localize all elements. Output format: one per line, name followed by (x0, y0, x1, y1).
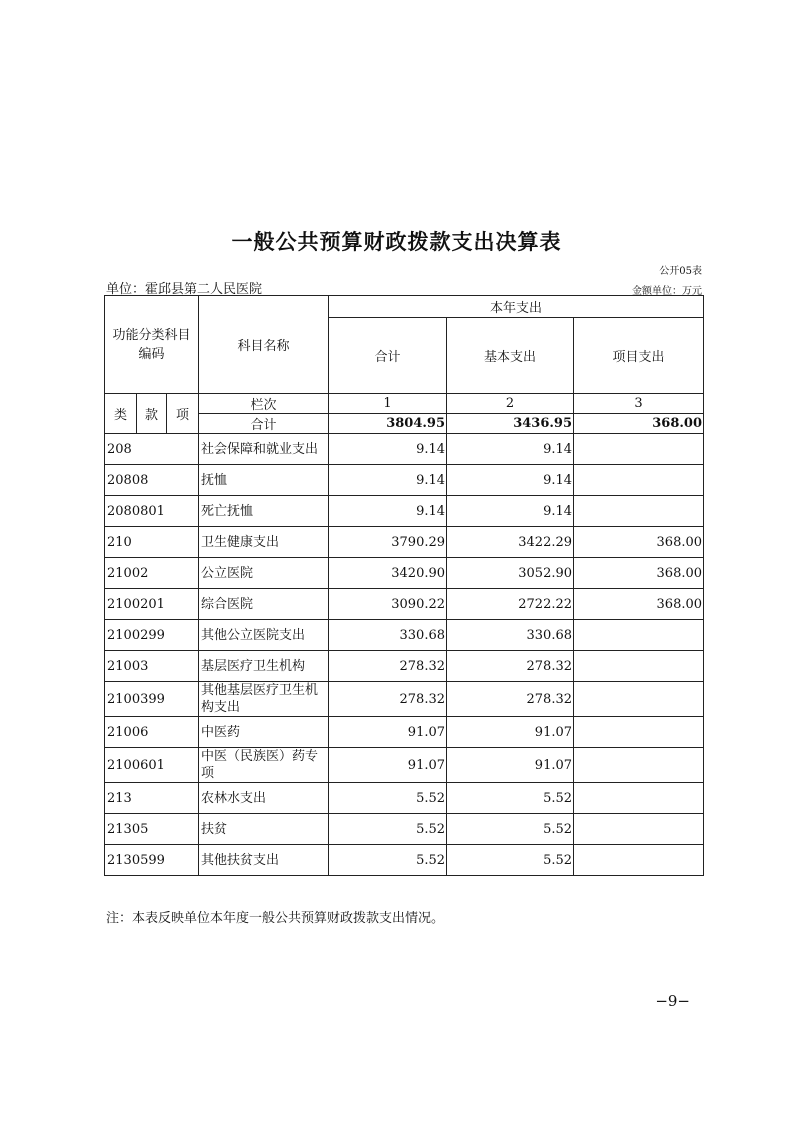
table-row (105, 651, 704, 682)
header-project: 项目支出 (574, 318, 704, 394)
unit-label: 单位：霍邱县第二人民医院 (106, 282, 263, 297)
total-basic: 3436.95 (447, 414, 574, 434)
row-total: 3420.90 (329, 558, 447, 589)
table-row (105, 434, 704, 465)
row-project (574, 434, 704, 465)
table-row (105, 783, 704, 814)
header-subject-name: 科目名称 (199, 296, 329, 394)
row-code: 2100201 (105, 589, 199, 620)
row-subject-name: 其他扶贫支出 (199, 845, 329, 876)
row-total: 5.52 (329, 814, 447, 845)
row-basic: 9.14 (447, 465, 574, 496)
row-total: 5.52 (329, 783, 447, 814)
row-basic: 91.07 (447, 717, 574, 748)
header-current-year: 本年支出 (329, 296, 704, 318)
row-basic: 278.32 (447, 651, 574, 682)
row-code: 208 (105, 434, 199, 465)
row-project (574, 651, 704, 682)
row-code: 20808 (105, 465, 199, 496)
header-sum: 合计 (199, 414, 329, 434)
table-row (105, 527, 704, 558)
header-xiang: 项 (167, 394, 199, 434)
row-project: 368.00 (574, 558, 704, 589)
total-project: 368.00 (574, 414, 704, 434)
page-title: 一般公共预算财政拨款支出决算表 (231, 230, 562, 254)
row-code: 210 (105, 527, 199, 558)
header-kuan: 款 (137, 394, 167, 434)
row-total: 3790.29 (329, 527, 447, 558)
row-project (574, 814, 704, 845)
row-basic: 278.32 (447, 682, 574, 717)
row-subject-name: 社会保障和就业支出 (199, 434, 329, 465)
table-row (105, 465, 704, 496)
table-note: 注：本表反映单位本年度一般公共预算财政拨款支出情况。 (106, 911, 445, 926)
table-row (105, 589, 704, 620)
row-basic: 330.68 (447, 620, 574, 651)
row-basic: 5.52 (447, 814, 574, 845)
row-total: 278.32 (329, 651, 447, 682)
money-unit-label: 金额单位：万元 (632, 286, 702, 297)
header-basic: 基本支出 (447, 318, 574, 394)
row-subject-name: 扶贫 (199, 814, 329, 845)
row-total: 91.07 (329, 717, 447, 748)
col-index-3: 3 (574, 394, 704, 414)
row-basic: 9.14 (447, 496, 574, 527)
row-total: 278.32 (329, 682, 447, 717)
row-project: 368.00 (574, 527, 704, 558)
header-column-index: 栏次 (199, 394, 329, 414)
row-code: 2130599 (105, 845, 199, 876)
header-lei: 类 (105, 394, 137, 434)
table-row (105, 558, 704, 589)
row-basic: 3422.29 (447, 527, 574, 558)
row-total: 330.68 (329, 620, 447, 651)
row-code: 2100399 (105, 682, 199, 717)
row-total: 9.14 (329, 465, 447, 496)
table-row (105, 682, 704, 717)
row-subject-name: 综合医院 (199, 589, 329, 620)
table-row (105, 717, 704, 748)
row-total: 9.14 (329, 434, 447, 465)
header-func-code: 功能分类科目编码 (105, 296, 199, 394)
row-project (574, 465, 704, 496)
row-project (574, 845, 704, 876)
row-project: 368.00 (574, 589, 704, 620)
row-total: 9.14 (329, 496, 447, 527)
row-basic: 2722.22 (447, 589, 574, 620)
row-total: 3090.22 (329, 589, 447, 620)
row-basic: 5.52 (447, 783, 574, 814)
row-total: 5.52 (329, 845, 447, 876)
header-total: 合计 (329, 318, 447, 394)
table-row (105, 845, 704, 876)
expenditure-table (104, 295, 704, 876)
row-subject-name: 基层医疗卫生机构 (199, 651, 329, 682)
row-code: 213 (105, 783, 199, 814)
table-row (105, 748, 704, 783)
row-subject-name: 其他基层医疗卫生机构支出 (199, 682, 329, 717)
row-code: 21003 (105, 651, 199, 682)
row-basic: 5.52 (447, 845, 574, 876)
row-basic: 9.14 (447, 434, 574, 465)
row-code: 21006 (105, 717, 199, 748)
row-project (574, 682, 704, 717)
row-code: 2100299 (105, 620, 199, 651)
page-number: −9− (655, 992, 690, 1010)
row-code: 2080801 (105, 496, 199, 527)
row-total: 91.07 (329, 748, 447, 783)
row-subject-name: 中医药 (199, 717, 329, 748)
row-project (574, 717, 704, 748)
row-subject-name: 抚恤 (199, 465, 329, 496)
table-row (105, 620, 704, 651)
table-row (105, 496, 704, 527)
col-index-1: 1 (329, 394, 447, 414)
row-subject-name: 其他公立医院支出 (199, 620, 329, 651)
row-basic: 3052.90 (447, 558, 574, 589)
row-code: 21002 (105, 558, 199, 589)
row-code: 21305 (105, 814, 199, 845)
row-project (574, 496, 704, 527)
row-subject-name: 死亡抚恤 (199, 496, 329, 527)
row-project (574, 748, 704, 783)
row-subject-name: 农林水支出 (199, 783, 329, 814)
row-subject-name: 中医（民族医）药专项 (199, 748, 329, 783)
row-subject-name: 公立医院 (199, 558, 329, 589)
row-subject-name: 卫生健康支出 (199, 527, 329, 558)
form-number: 公开05表 (659, 266, 702, 277)
row-project (574, 783, 704, 814)
total-sum: 3804.95 (329, 414, 447, 434)
row-project (574, 620, 704, 651)
col-index-2: 2 (447, 394, 574, 414)
row-basic: 91.07 (447, 748, 574, 783)
table-row (105, 814, 704, 845)
row-code: 2100601 (105, 748, 199, 783)
